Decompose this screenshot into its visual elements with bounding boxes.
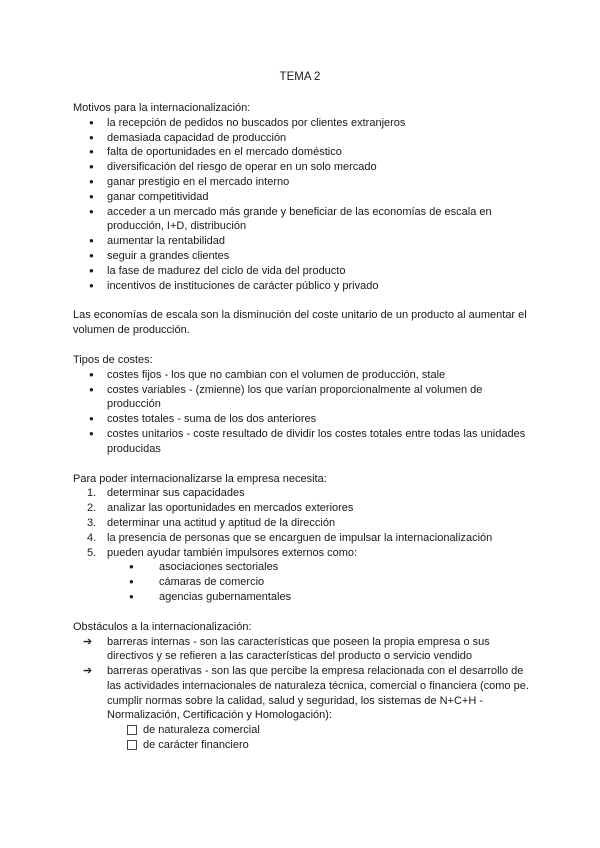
bullet-icon: ●	[89, 428, 94, 438]
list-item: 2. analizar las oportunidades en mercados exteriores	[87, 502, 354, 515]
impulsores-list	[73, 560, 533, 604]
bullet-icon: ●	[89, 414, 94, 424]
bullet-icon: ●	[89, 369, 94, 379]
list-item: ● diversificación del riesgo de operar en un solo mercado	[89, 161, 377, 174]
list-item: ● costes fijos - los que no cambian con el volumen de producción, stale	[89, 368, 446, 381]
list-item: ➔ barreras internas - son las características que poseen la propia empresa o sus directivos y se refieren a las características del producto o servicio vendido	[83, 635, 490, 663]
checklist-item[interactable]: de carácter financiero	[73, 738, 533, 753]
bullet-icon: ●	[89, 206, 94, 216]
necesita-list	[73, 486, 533, 560]
list-item: ● ganar competitividad	[89, 190, 209, 203]
checkbox-icon[interactable]	[127, 725, 137, 735]
bullet-icon: ●	[129, 562, 134, 572]
bullet-icon: ●	[89, 236, 94, 246]
list-item: ● ganar prestigio en el mercado interno	[89, 175, 290, 188]
list-item: ● la recepción de pedidos no buscados por clientes extranjeros	[89, 116, 406, 129]
bullet-icon: ●	[89, 280, 94, 290]
bullet-icon: ●	[89, 162, 94, 172]
list-item: ● acceder a un mercado más grande y beneficiar de las economías de escala en producción, I+D, distribución	[89, 205, 492, 233]
costes-list	[73, 368, 533, 457]
bullet-icon: ●	[89, 250, 94, 260]
bullet-icon: ●	[89, 117, 94, 127]
list-item: ● agencias gubernamentales	[129, 590, 292, 603]
list-item: 4. la presencia de personas que se encarguen de impulsar la internacionalización	[87, 531, 493, 544]
document-body	[73, 101, 533, 753]
bullet-icon: ●	[89, 191, 94, 201]
necesita-heading: Para poder internacionalizarse la empresa necesita:	[73, 472, 327, 485]
arrow-right-icon: ➔	[83, 635, 93, 648]
list-item: ● incentivos de instituciones de carácter público y privado	[89, 279, 379, 292]
motivos-heading: Motivos para la internacionalización:	[73, 102, 251, 114]
checklist-item[interactable]: de naturaleza comercial	[73, 723, 533, 738]
list-item: 5. pueden ayudar también impulsores externos como:	[87, 546, 358, 559]
list-item: ➔ barreras operativas - son las que percibe la empresa relacionada con el desarrollo de las actividades internacionales de naturaleza técnica, comercial o financiera (como pe. cumplir normas sobre la calidad, salud y seguridad, los sistemas de N+C+H - Normalización, Certificación y Homologación):	[83, 665, 529, 722]
bullet-icon: ●	[129, 577, 134, 587]
list-item: ● asociaciones sectoriales	[129, 561, 279, 574]
bullet-icon: ●	[89, 132, 94, 142]
bullet-icon: ●	[89, 265, 94, 275]
obstaculos-list	[73, 635, 533, 724]
bullet-icon: ●	[89, 176, 94, 186]
list-item: ● costes unitarios - coste resultado de dividir los costes totales entre todas las unidades producidas	[89, 427, 526, 455]
list-item: ● aumentar la rentabilidad	[89, 235, 226, 248]
barreras-checklist	[73, 723, 533, 753]
checkbox-icon[interactable]	[127, 740, 137, 750]
obstaculos-heading: Obstáculos a la internacionalización:	[73, 620, 252, 633]
list-item: ● costes variables - (zmienne) los que varían proporcionalmente al volumen de producción	[89, 383, 483, 411]
list-item: ● cámaras de comercio	[129, 576, 265, 589]
list-item: ● seguir a grandes clientes	[89, 249, 230, 262]
bullet-icon: ●	[89, 147, 94, 157]
list-item: 3. determinar una actitud y aptitud de la dirección	[87, 516, 336, 529]
bullet-icon: ●	[89, 384, 94, 394]
list-item: ● costes totales - suma de los dos anteriores	[89, 413, 317, 426]
motivos-list	[73, 116, 533, 294]
page-title: TEMA 2	[279, 71, 321, 83]
economias-paragraph: Las economías de escala son la disminución del coste unitario de un producto al aumentar el volumen de producción.	[73, 309, 527, 337]
list-item: ● la fase de madurez del ciclo de vida del producto	[89, 264, 346, 277]
list-item: ● demasiada capacidad de producción	[89, 131, 287, 144]
bullet-icon: ●	[129, 591, 134, 601]
arrow-right-icon: ➔	[83, 665, 93, 678]
list-item: 1. determinar sus capacidades	[87, 487, 245, 500]
costes-heading: Tipos de costes:	[73, 353, 153, 366]
list-item: ● falta de oportunidades en el mercado doméstico	[89, 146, 342, 159]
